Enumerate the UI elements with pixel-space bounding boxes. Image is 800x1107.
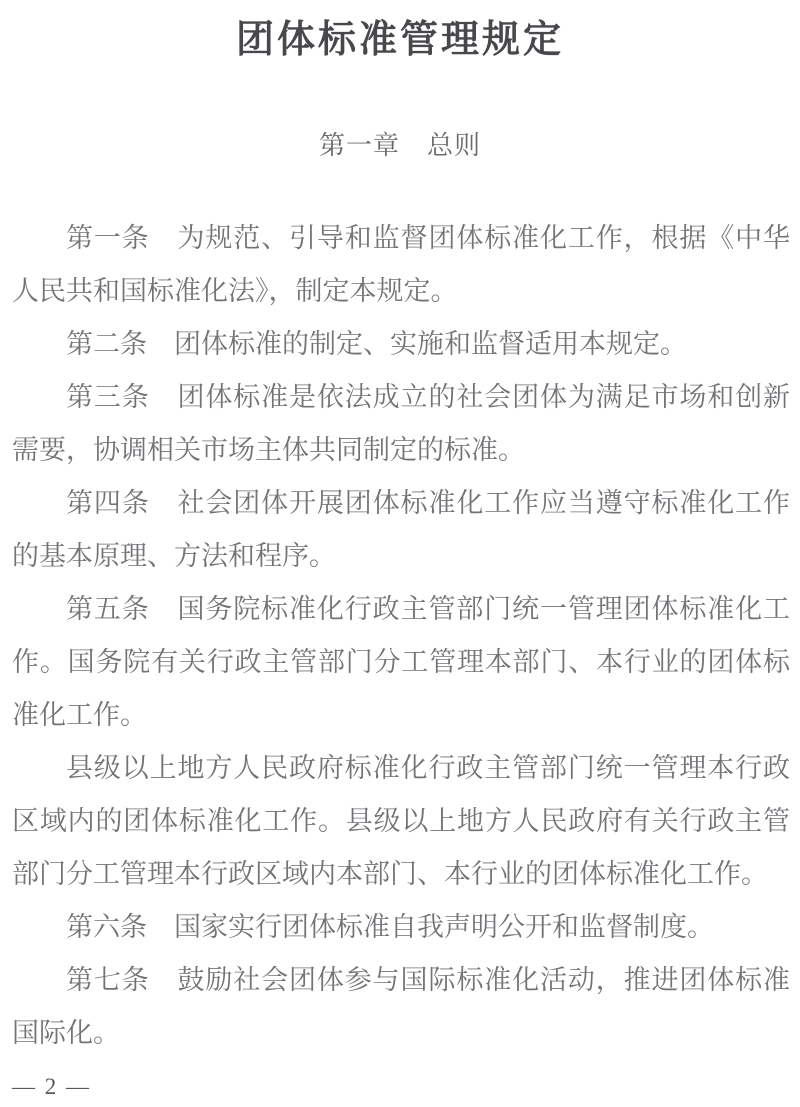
- document-paragraph: 第四条 社会团体开展团体标准化工作应当遵守标准化工作的基本原理、方法和程序。: [12, 488, 790, 571]
- page-number: — 2 —: [12, 1074, 91, 1099]
- document-body: [12, 212, 790, 1060]
- chapter-heading: 第一章 总则: [318, 130, 481, 160]
- document-paragraph: 第二条 团体标准的制定、实施和监督适用本规定。: [66, 329, 687, 359]
- document-paragraph: 县级以上地方人民政府标准化行政主管部门统一管理本行政区域内的团体标准化工作。县级以上地方人民政府有关行政主管部门分工管理本行政区域内本部门、本行业的团体标准化工作。: [12, 753, 790, 889]
- document-paragraph: 第三条 团体标准是依法成立的社会团体为满足市场和创新需要，协调相关市场主体共同制定的标准。: [12, 382, 790, 465]
- document-paragraph: 第七条 鼓励社会团体参与国际标准化活动，推进团体标准国际化。: [12, 965, 790, 1048]
- document-paragraph: 第一条 为规范、引导和监督团体标准化工作，根据《中华人民共和国标准化法》，制定本规定。: [12, 223, 790, 306]
- document-title: 团体标准管理规定: [235, 19, 564, 61]
- document-paragraph: 第六条 国家实行团体标准自我声明公开和监督制度。: [66, 912, 714, 942]
- document-paragraph: 第五条 国务院标准化行政主管部门统一管理团体标准化工作。国务院有关行政主管部门分工管理本部门、本行业的团体标准化工作。: [12, 594, 790, 730]
